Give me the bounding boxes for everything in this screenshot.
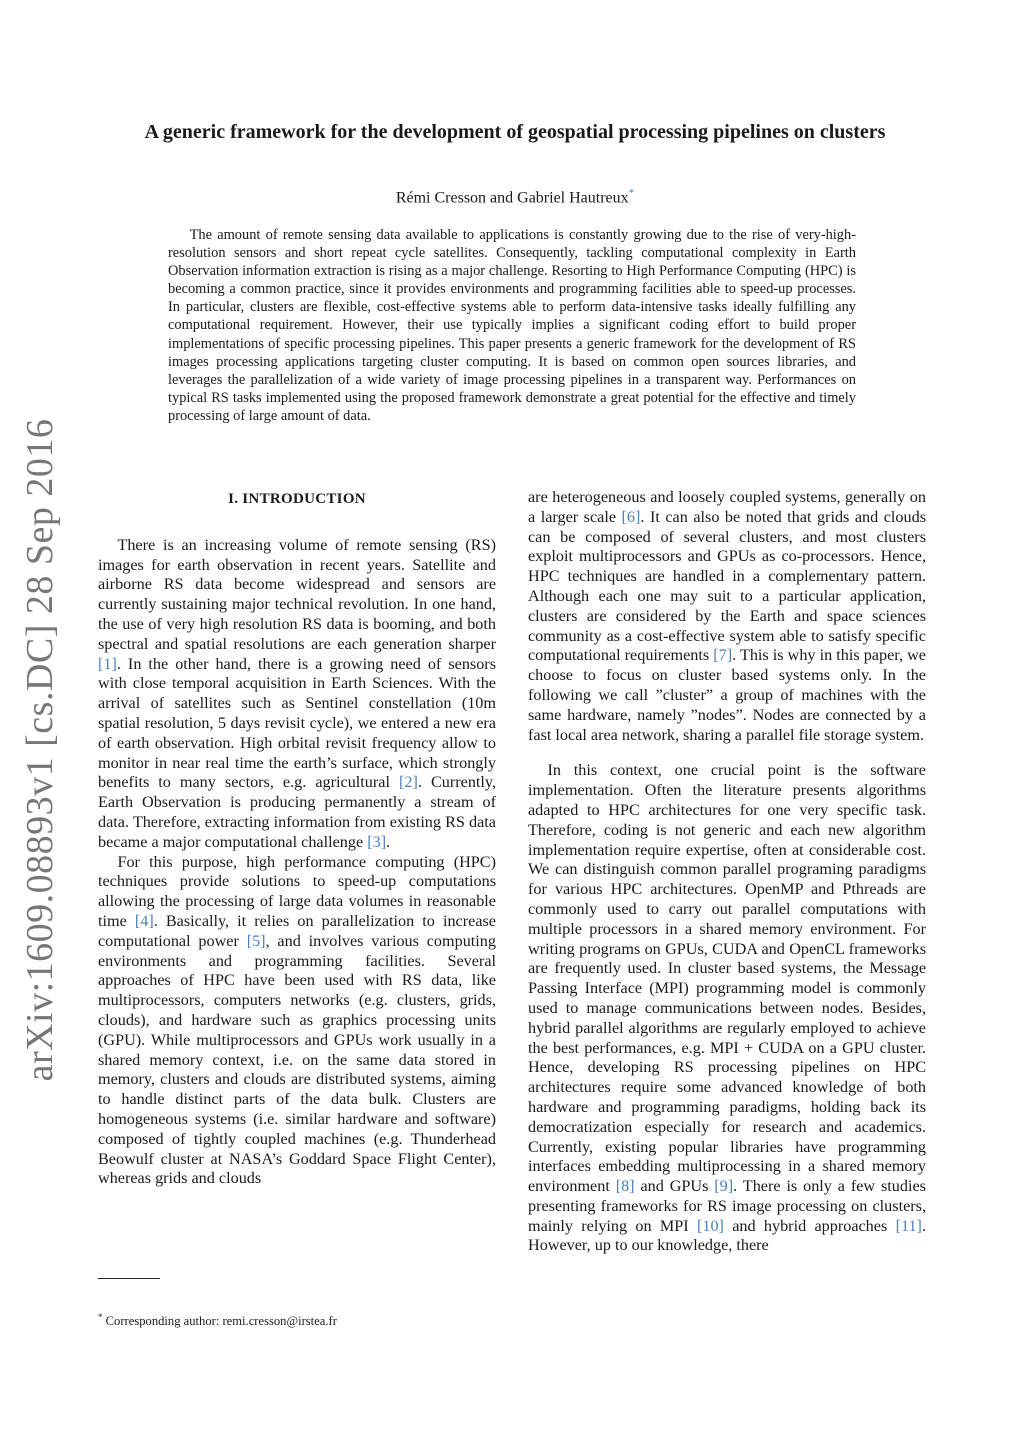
left-column xyxy=(98,488,496,1189)
citation-link[interactable]: [4] xyxy=(134,911,154,930)
intro-paragraph-2: For this purpose, high performance computing (HPC) techniques provide solutions to speed-up computations allowing the processing of large data volumes in reasonable time [4]. Basically, it relies on parallelization to increase computational power [5], and involves various computing environments and programming facilities. Several approaches of HPC have been used with RS data, like multiprocessors, computers networks (e.g. clusters, grids, clouds), and hardware such as graphics processing units (GPU). While multiprocessors and GPUs work usually in a shared memory context, i.e. on the same data stored in memory, clusters and clouds are distributed systems, aiming to handle distinct parts of the data bulk. Clusters are homogeneous systems (i.e. similar hardware and software) composed of tightly coupled machines (e.g. Thunderhead Beowulf cluster at NASA’s Goddard Space Flight Center), whereas grids and clouds xyxy=(98,852,496,1188)
citation-link[interactable]: [6] xyxy=(621,507,641,526)
footnote-text: Corresponding author: remi.cresson@irstea.fr xyxy=(105,1314,337,1329)
citation-link[interactable]: [8] xyxy=(615,1177,635,1196)
citation-link[interactable]: [11] xyxy=(895,1216,922,1235)
intro-paragraph-3: are heterogeneous and loosely coupled systems, generally on a larger scale [6]. It can also be noted that grids and clouds can be composed of several clusters, and most clusters exploit multiprocessors and GPUs as co-processors. Hence, HPC techniques are handled in a complementary pattern. Although each one may suit to a particular application, clusters are considered by the Earth and space sciences community as a cost-effective system able to satisfy specific computational requirements [7]. This is why in this paper, we choose to focus on cluster based systems only. In the following we call ”cluster” a group of machines with the same hardware, namely ”nodes”. Nodes are connected by a fast local area network, sharing a parallel file storage system. xyxy=(528,488,926,744)
intro-paragraph-1: There is an increasing volume of remote sensing (RS) images for earth observation in recent years. Satellite and airborne RS data become widespread and sensors are currently sustaining major technical revolution. In one hand, the use of very high resolution RS data is booming, and both spectral and spatial resolutions are each generation sharper [1]. In the other hand, there is a growing need of sensors with close temporal acquisition in Earth Sciences. With the arrival of satellites such as Sentinel constellation (10m spatial resolution, 5 days revisit cycle), we entered a new era of earth observation. High orbital revisit frequency allow to monitor in near real time the earth’s surface, which strongly benefits to many sectors, e.g. agricultural [2]. Currently, Earth Observation is producing permanently a stream of data. Therefore, extracting information from existing RS data became a major computational challenge [3]. xyxy=(98,535,496,851)
citation-link[interactable]: [1] xyxy=(98,654,117,673)
citation-link[interactable]: [5] xyxy=(246,931,266,950)
right-column xyxy=(528,488,926,1256)
author-names: Rémi Cresson and Gabriel Hautreux xyxy=(395,189,629,207)
citation-link[interactable]: [10] xyxy=(696,1216,724,1235)
intro-paragraph-4: In this context, one crucial point is the software implementation. Often the literature presents algorithms adapted to HPC architectures for one very specific task. Therefore, coding is not generic and each new algorithm implementation require expertise, often at considerable cost. We can distinguish common parallel programing paradigms for various HPC architectures. OpenMP and Pthreads are commonly used to carry out parallel computations with multiple processors in a shared memory environment. For writing programs on GPUs, CUDA and OpenCL frameworks are frequently used. In cluster based systems, the Message Passing Interface (MPI) programming model is commonly used to manage communications between nodes. Besides, hybrid parallel algorithms are regularly employed to achieve the best performances, e.g. MPI + CUDA on a GPU cluster. Hence, developing RS processing pipelines on HPC architectures require some advanced knowledge of both hardware and programming paradigms, holding back its democratization especially for research and academics. Currently, existing popular libraries have programming interfaces embedding multiprocessing in a shared memory environment [8] and GPUs [9]. There is only a few studies presenting frameworks for RS image processing on clusters, mainly relying on MPI [10] and hybrid approaches [11]. However, up to our knowledge, there xyxy=(528,761,926,1255)
footnote-mark: * xyxy=(98,1312,103,1322)
citation-link[interactable]: [7] xyxy=(713,646,733,665)
author-line xyxy=(100,187,930,207)
footnote xyxy=(98,1312,496,1329)
arxiv-identifier: arXiv:1609.08893v1 [cs.DC] 28 Sep 2016 xyxy=(19,418,61,1082)
citation-link[interactable]: [9] xyxy=(714,1177,734,1196)
citation-link[interactable]: [2] xyxy=(399,773,418,792)
footnote-divider xyxy=(98,1278,160,1279)
paper-title: A generic framework for the development of geospatial processing pipelines on clusters xyxy=(144,121,886,143)
author-footnote-mark[interactable]: * xyxy=(628,187,635,199)
section-heading-introduction: I. INTRODUCTION xyxy=(228,491,366,507)
abstract: The amount of remote sensing data available to applications is constantly growing due to the rise of very-high-resolution sensors and short repeat cycle satellites. Consequently, tackling computational complexity in Earth Observation information extraction is rising as a major challenge. Resorting to High Performance Computing (HPC) is becoming a common practice, since it provides environments and programming facilities able to speed-up processes. In particular, clusters are flexible, cost-effective systems able to perform data-intensive tasks ideally fulfilling any computational requirement. However, their use typically implies a significant coding effort to build proper implementations of specific processing pipelines. This paper presents a generic framework for the development of RS images processing applications targeting cluster computing. It is based on common open sources libraries, and leverages the parallelization of a wide variety of image processing pipelines in a transparent way. Performances on typical RS tasks implemented using the proposed framework demonstrate a great potential for the effective and timely processing of large amount of data. xyxy=(168,227,856,424)
citation-link[interactable]: [3] xyxy=(367,832,387,851)
arxiv-sidebar xyxy=(10,418,70,1082)
